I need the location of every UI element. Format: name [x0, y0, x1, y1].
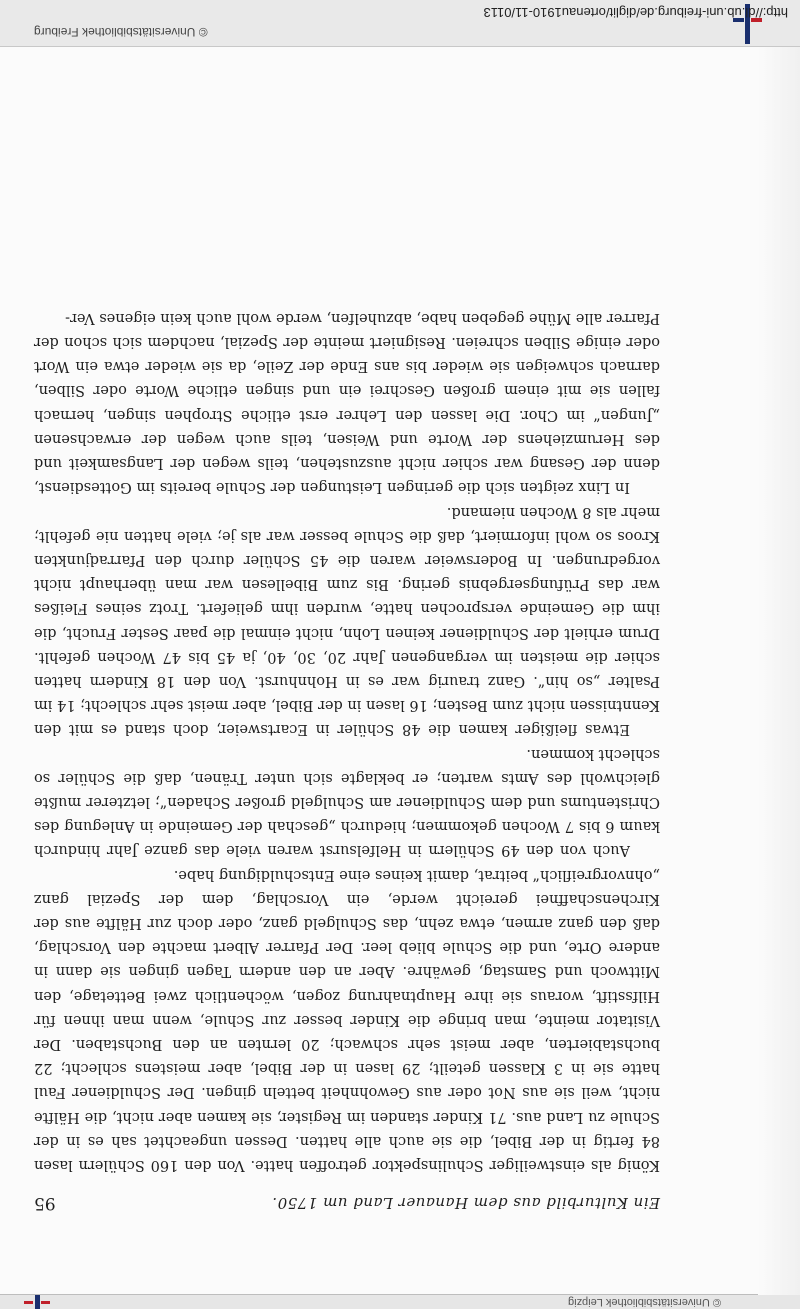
- top-bar-credit: © Universitätsbibliothek Leipzig: [568, 1296, 722, 1308]
- page-number: 95: [34, 1193, 56, 1213]
- footer-credit: © Universitätsbibliothek Freiburg: [34, 25, 208, 39]
- page-gutter: [758, 46, 800, 1295]
- paragraph: In Linx zeigten sich die geringen Leistungen der Schule bereits im Gottesdienst, denn der Gesang war schier nicht auszustehen, teils wegen der Langsamkeit und des Herumziehens der Worte und Weisen, teils auch wegen der erwachsenen „Jungen“ im Chor. Die lassen den Lehrer erst etliche Strophen singen, hernach fallen sie mit einem großen Geschrei ein und singen etliche Worte oder Silben, darnach schweigen sie wieder bis ans Ende der Zeile, da sie wieder etwa ein Wort oder einige Silben schreien. Resigniert meinte der Spezial, nachdem sich schon der Pfarrer alle Mühe gegeben habe, abzuhelfen, werde wohl auch kein eigenes Ver-: [34, 309, 660, 496]
- paragraph: Etwas fleißiger kamen die 48 Schüler in Ecartsweier, doch stand es mit den Kenntnissen nicht zum Besten; 16 lasen in der Bibel, aber meist sehr schlecht; 14 im Psalter „so hin“. Ganz traurig war es in Hohnhurst. Von den 18 Kindern hatten schier die meisten im vergangenen Jahr 20, 30, 40, ja 45 bis 47 Wochen gefehlt. Drum erhielt der Schuldiener keinen Lohn, nicht einmal die paar Sester Frucht, die ihm die Gemeinde versprochen hatte, wurden ihm geliefert. Trotz seines Fleißes war das Prüfungsergebnis gering. Bis zum Bibellesen war man überhaupt nicht vorgedrungen. In Bodersweier waren die 45 Schüler durch den Pfarradjunkten Kroos so wohl informiert, daß die Schule besser war als je; viele hatten nie gefehlt; mehr als 8 Wochen niemand.: [34, 503, 660, 738]
- page-header: [34, 1193, 660, 1213]
- page-body: [34, 306, 660, 1177]
- permalink[interactable]: http://dl.ub.uni-freiburg.de/diglit/ortenau1910-11/0113: [483, 5, 788, 20]
- paragraph: Auch von den 49 Schülern in Helfelsurst waren viele das ganze Jahr hindurch kaum 6 bis 7 Wochen gekommen; hiedurch „geschah der Gemeinde in Anlegung des Christentums und dem Schuldiener am Schulgeld großer Schaden“; letzterer mußte gleichwohl des Amts warten; er beklagte sich unter Tränen, daß die Schüler so schlecht kommen.: [34, 745, 660, 859]
- bottom-bar: [0, 0, 800, 47]
- paragraph: König als einstweiliger Schulinspektor getroffen hatte. Von den 160 Schülern lasen 84 fertig in der Bibel, die sie auch alle hatten. Dessen ungeachtet sah es in der Schule zu Land aus. 71 Kinder standen im Register, sie kamen aber nicht, die Hälfte nicht, weil sie aus Not oder aus Gewohnheit betteln gingen. Der Schuldiener Faul hatte sie in 3 Klassen geteilt; 29 lasen in der Bibel, aber meistens schlecht; 22 buchstabierten, aber meist sehr schwach; 20 lernten an den Buchstaben. Der Visitator meinte, man bringe die Kinder besser zur Schule, wenn man ihnen für Hilfsstift, woraus sie ihre Hauptnahrung zogen, wöchentlich zwei Bettetage, den Mittwoch und Samstag, gewähre. Aber an den andern Tagen gingen sie dann in andere Orte, und die Schule blieb leer. Der Pfarrer Albert machte den Vorschlag, daß den ganz armen, etwa zehn, das Schulgeld ganz, oder doch zur Hälfte aus der Kirchenschaffnei gereicht werde, ein Vorschlag, dem der Spezial ganz „ohnvorgreiflich“ beitrat, damit keines eine Entschuldigung habe.: [34, 866, 660, 1173]
- top-bar: [0, 1294, 800, 1309]
- library-logo-icon: [22, 1295, 52, 1309]
- running-title: Ein Kulturbild aus dem Hanauer Land um 1750.: [271, 1194, 660, 1212]
